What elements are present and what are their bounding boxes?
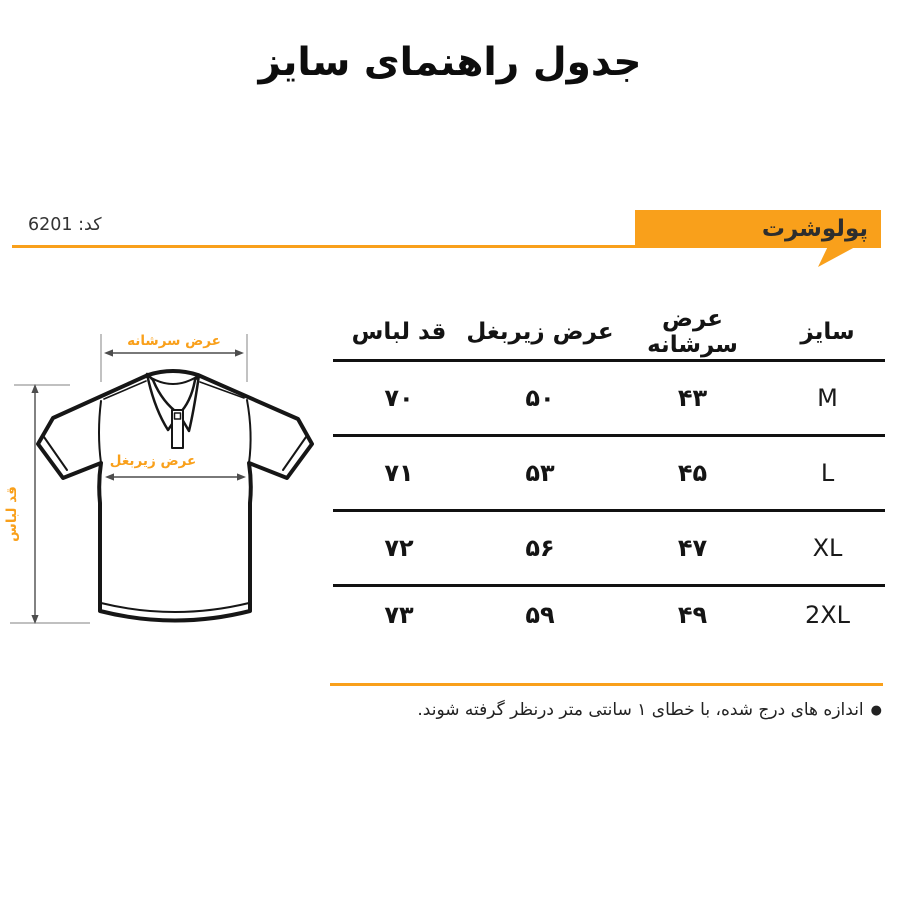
- underarm-value: ۵۰: [525, 384, 555, 412]
- size-value: XL: [812, 534, 843, 562]
- table-row-xl: [333, 512, 885, 587]
- header-divider-line: [12, 245, 637, 248]
- table-header-row: [333, 305, 885, 362]
- shirt-outline: [38, 371, 312, 621]
- product-name-badge: [635, 210, 881, 248]
- underarm-width-label: عرض زیربغل: [109, 453, 197, 469]
- footnote-bullet-icon: ●: [870, 702, 882, 718]
- size-value: M: [817, 384, 838, 412]
- underarm-value: ۵۳: [525, 459, 555, 487]
- shoulder-value: ۴۹: [677, 600, 708, 629]
- shoulder-value: ۴۷: [677, 534, 708, 562]
- shoulder-value: ۴۵: [677, 459, 708, 487]
- underarm-value: ۵۶: [525, 534, 555, 562]
- length-value: ۷۲: [384, 534, 414, 562]
- table-row-l: [333, 437, 885, 512]
- length-value: ۷۳: [384, 600, 414, 629]
- col-header-size: سایز: [800, 319, 855, 345]
- col-header-underarm: عرض زیربغل: [466, 319, 614, 345]
- col-header-length: قد لباس: [351, 319, 447, 345]
- col-header-shoulder: عرض سرشانه: [647, 306, 738, 358]
- footnote-text: اندازه های درج شده، با خطای ۱ سانتی متر درنظر گرفته شوند.: [417, 700, 864, 720]
- table-row-m: [333, 362, 885, 437]
- length-dimension-arrow: [31, 384, 38, 624]
- shoulder-width-arrow: [104, 349, 244, 356]
- footnote-divider-line: [330, 683, 883, 686]
- length-label: قد لباس: [4, 486, 20, 542]
- table-row-2xl: [333, 587, 885, 642]
- polo-shirt-diagram: [0, 318, 330, 663]
- page-title: جدول راهنمای سایز: [258, 40, 642, 85]
- product-name-label: پولوشرت: [761, 216, 868, 242]
- badge-tail-icon: [818, 247, 855, 267]
- product-code: کد: 6201: [28, 215, 102, 235]
- placket: [172, 410, 183, 448]
- underarm-value: ۵۹: [525, 600, 555, 629]
- size-value: L: [820, 459, 835, 487]
- shoulder-value: ۴۳: [677, 384, 708, 412]
- length-value: ۷۱: [384, 459, 414, 487]
- size-value: 2XL: [804, 600, 851, 629]
- length-value: ۷۰: [384, 384, 414, 412]
- shoulder-width-label: عرض سرشانه: [127, 333, 221, 349]
- size-table: [333, 305, 885, 642]
- footnote: [360, 700, 882, 720]
